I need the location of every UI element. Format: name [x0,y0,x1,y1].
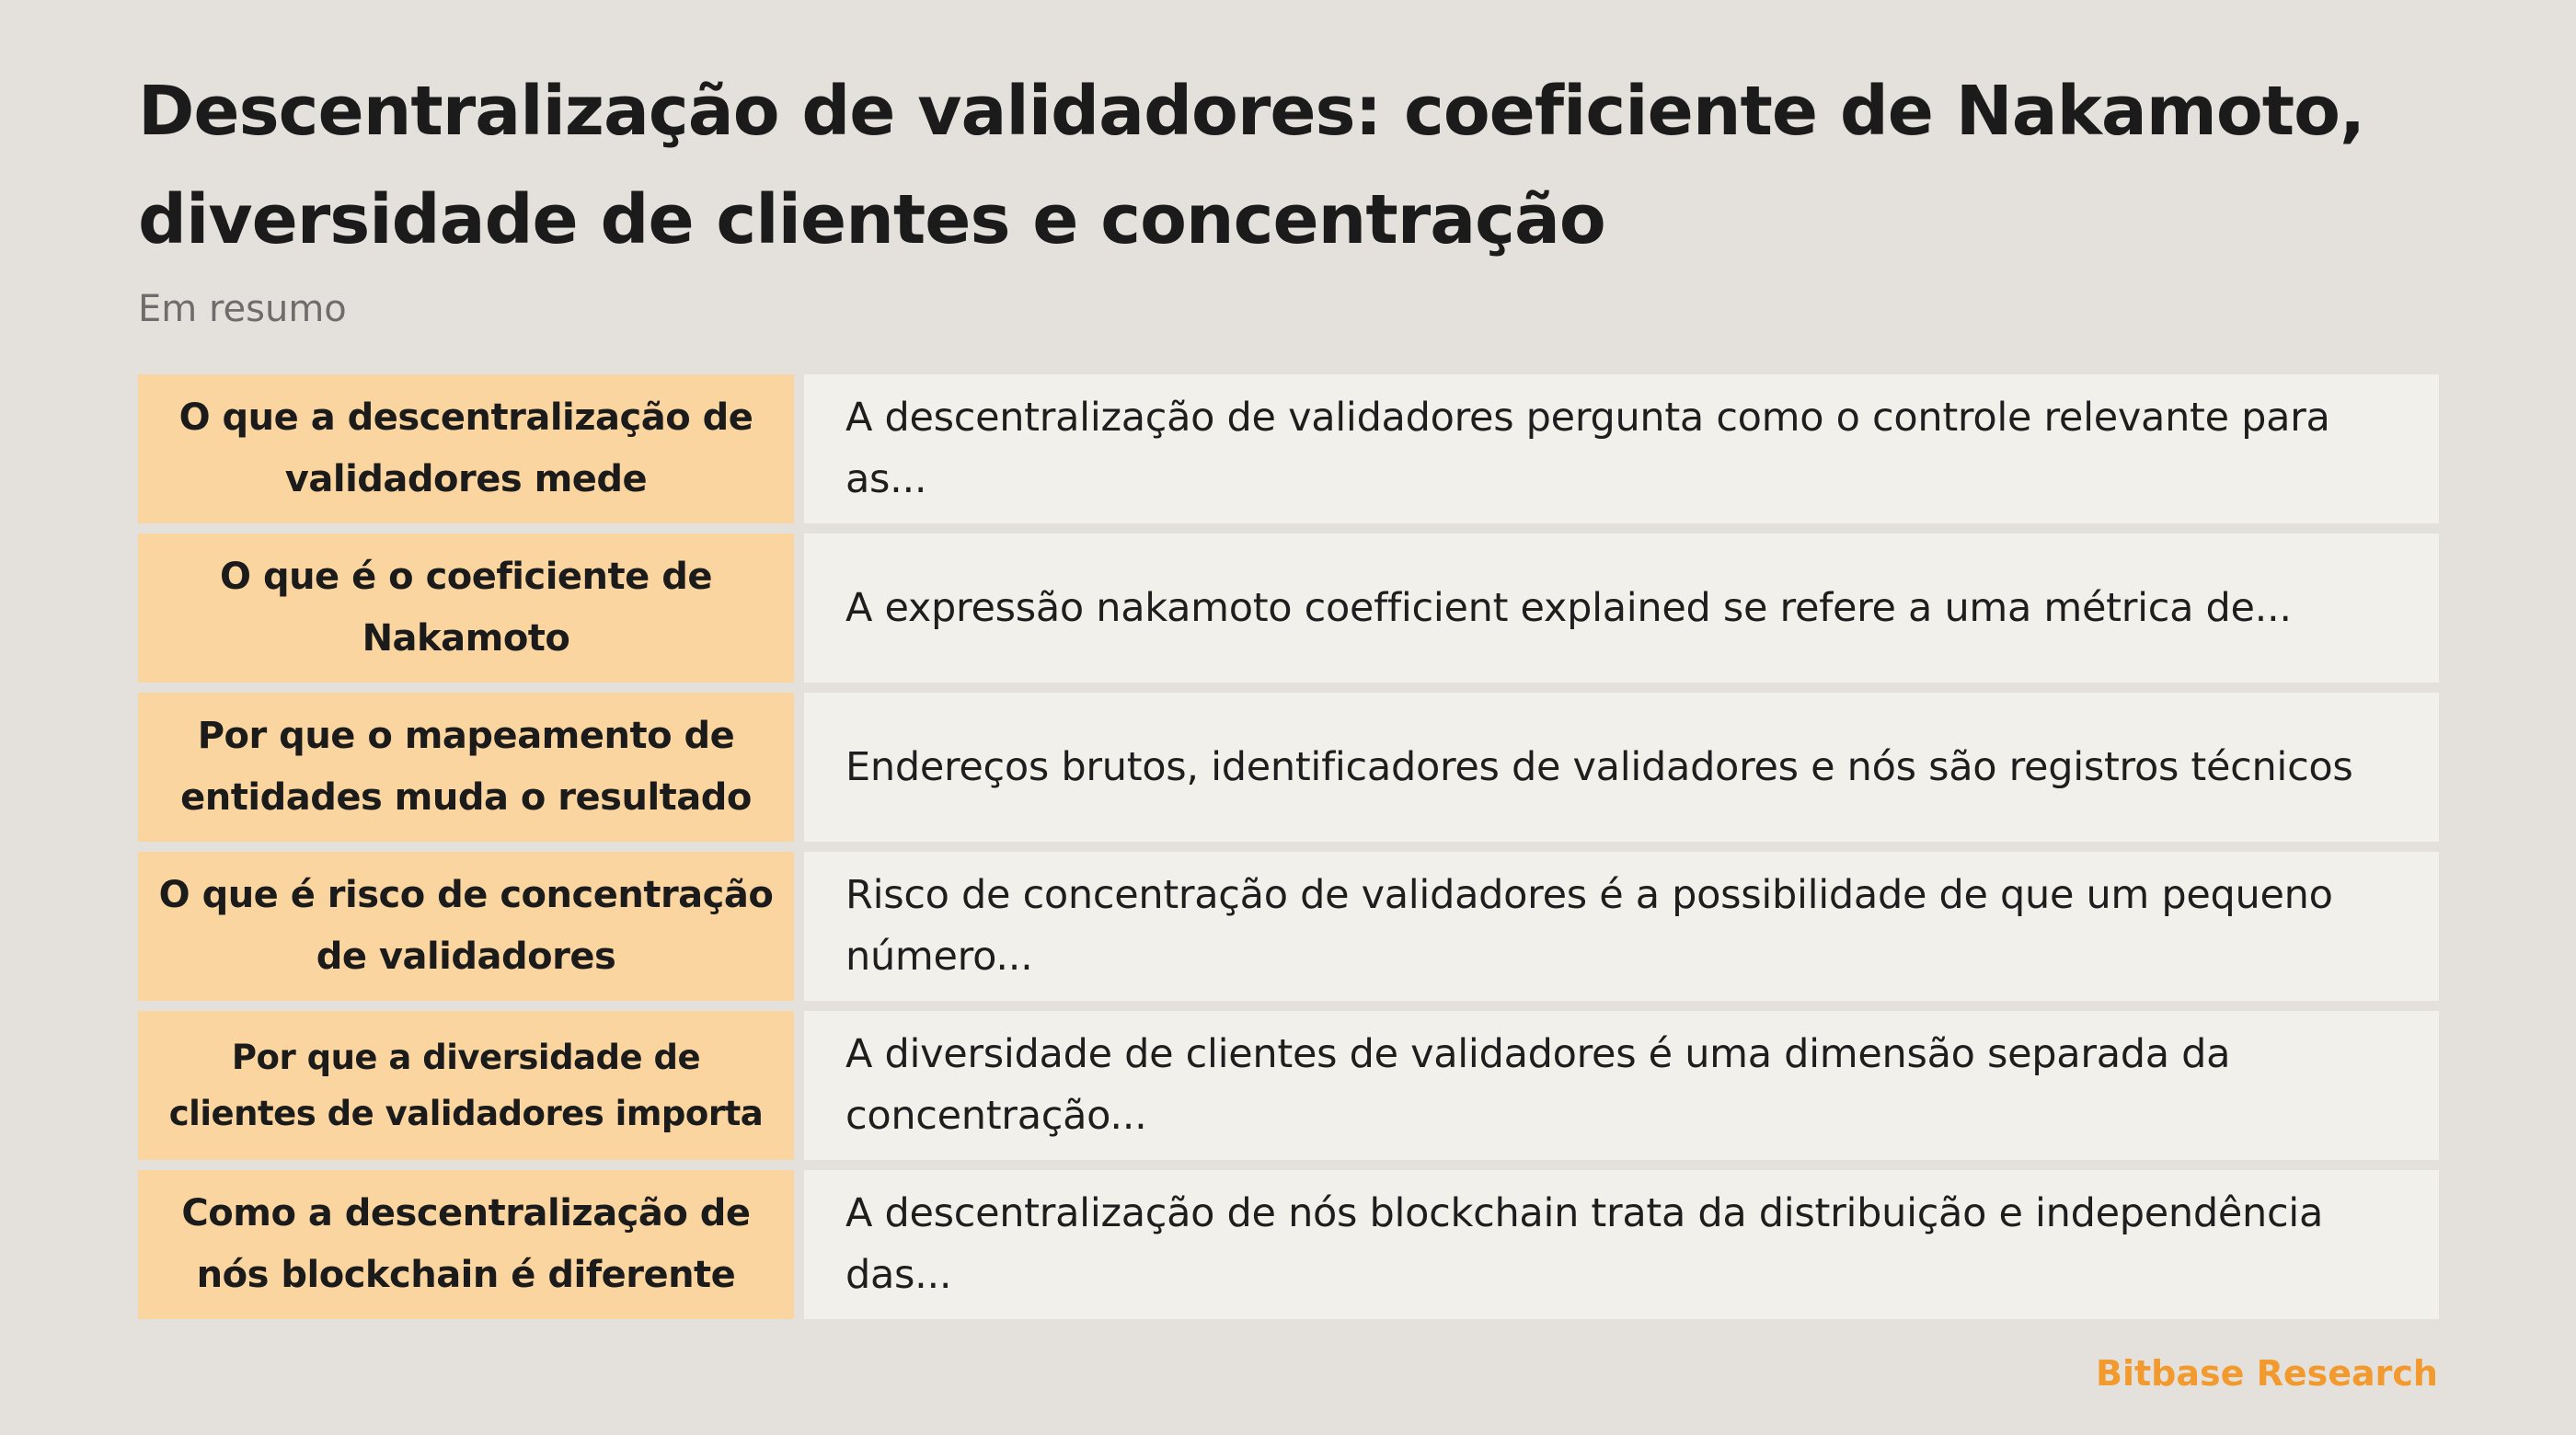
table-row [138,1170,2439,1319]
question-text: O que é o coeficiente de Nakamoto [220,556,712,660]
question-text: Por que o mapeamento de entidades muda o resultado [180,715,752,819]
question-text: O que é risco de concentração de validadores [158,874,774,978]
table-row [138,1011,2439,1160]
question-cell [138,693,794,842]
answer-cell [804,374,2439,523]
question-cell [138,852,794,1001]
answer-text: A expressão nakamoto coefficient explained se refere a uma métrica de... [845,584,2292,631]
answer-text: Risco de concentração de validadores é a possibilidade de que um pequeno número... [845,872,2333,980]
table-row [138,374,2439,523]
answer-text: A descentralização de nós blockchain trata da distribuição e independência das... [845,1190,2324,1298]
answer-text: Endereços brutos, identificadores de validadores e nós são registros técnicos [845,743,2353,790]
answer-cell [804,1011,2439,1160]
answer-text: A diversidade de clientes de validadores é uma dimensão separada da concentração... [845,1031,2231,1139]
table-row [138,852,2439,1001]
table-row [138,534,2439,683]
question-cell [138,1170,794,1319]
table-row [138,693,2439,842]
question-text: Por que a diversidade de clientes de validadores importa [168,1038,764,1133]
brand-footer: Bitbase Research [2095,1353,2438,1394]
question-text: Como a descentralização de nós blockchain é diferente [181,1192,751,1296]
answer-cell [804,693,2439,842]
answer-text: A descentralização de validadores pergunta como o controle relevante para as... [845,395,2330,502]
answer-cell [804,852,2439,1001]
question-text: O que a descentralização de validadores mede [178,396,753,500]
page-title: Descentralização de validadores: coeficiente de Nakamoto, diversidade de clientes e concentração [138,72,2365,259]
summary-table [138,374,2439,1319]
question-cell [138,374,794,523]
question-cell [138,534,794,683]
answer-cell [804,1170,2439,1319]
answer-cell [804,534,2439,683]
page-subtitle: Em resumo [138,288,347,330]
question-cell [138,1011,794,1160]
